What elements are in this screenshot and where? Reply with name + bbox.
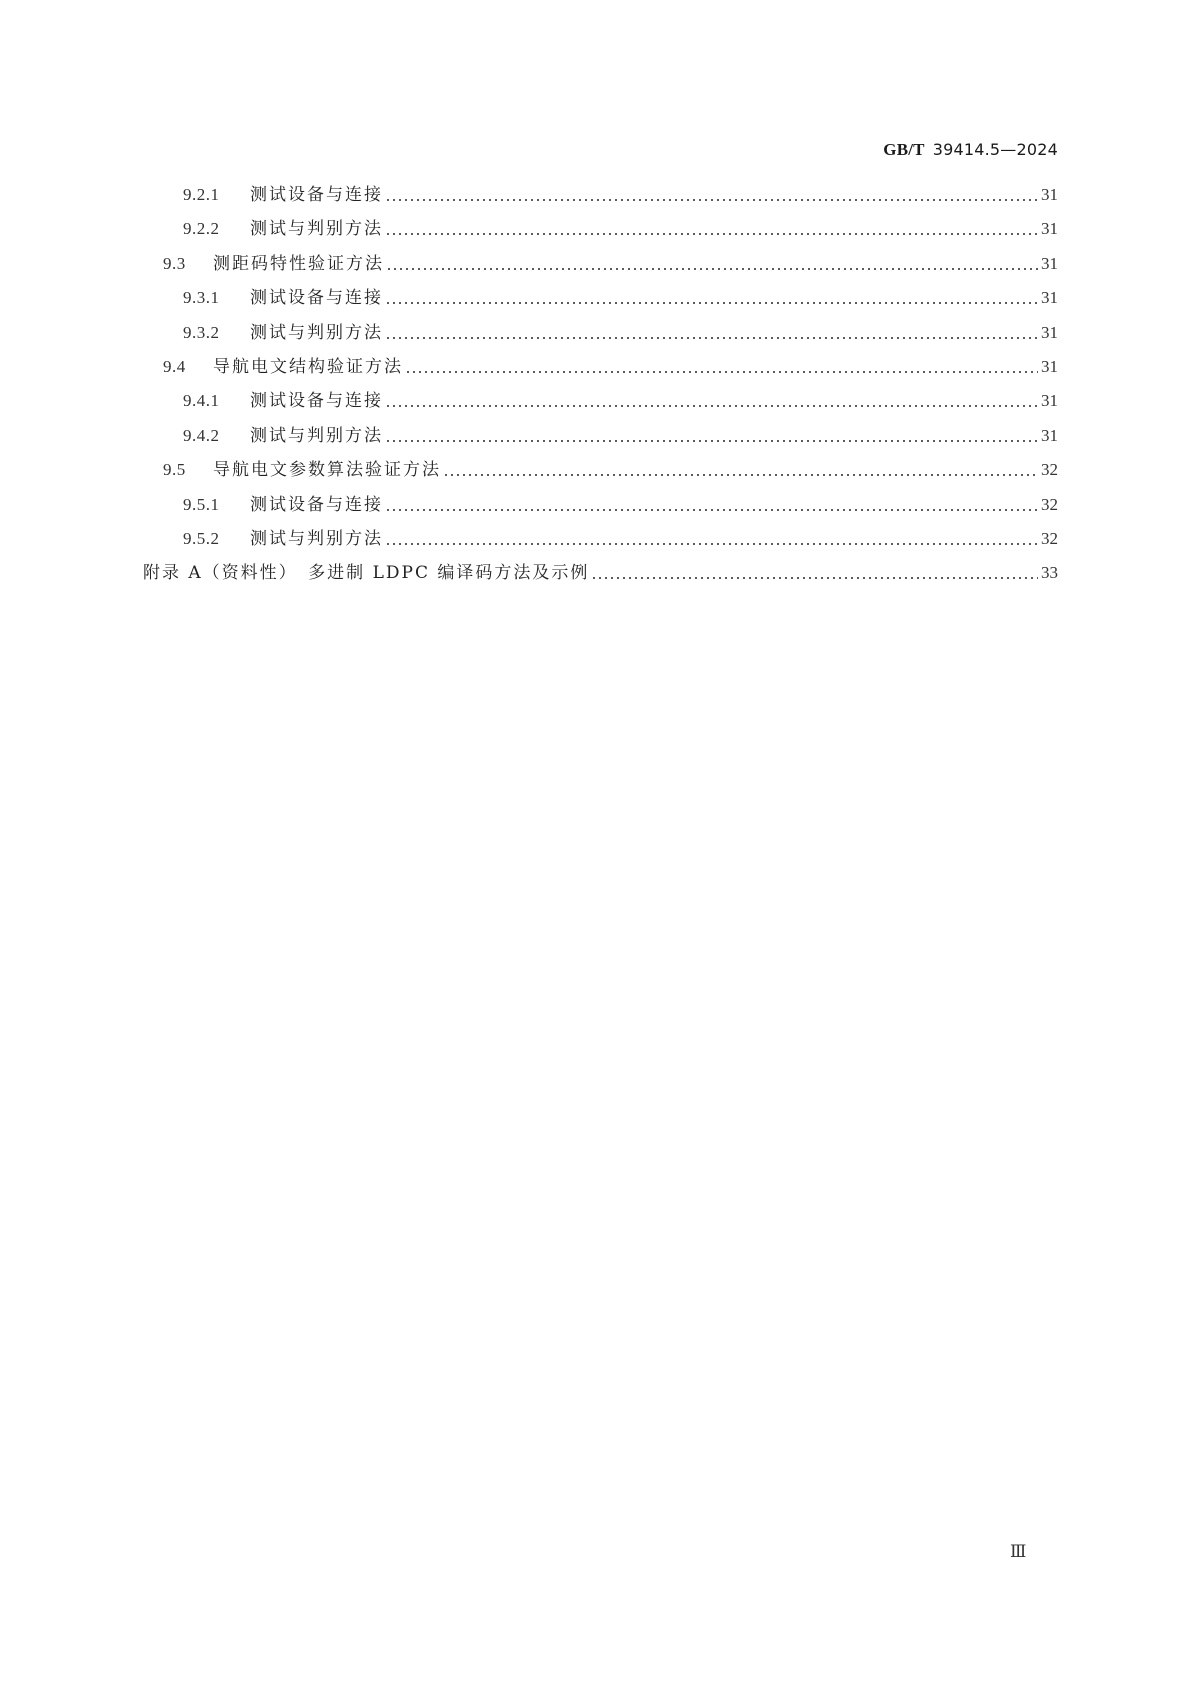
toc-entry-number: 9.2.1 [183,185,220,204]
page-number: Ⅲ [1010,1542,1027,1561]
toc-entry[interactable] [183,421,1058,447]
toc-entry[interactable] [183,524,1058,550]
standard-prefix: GB/T [883,140,925,159]
toc-entry-title: 测试设备与连接 [250,288,383,309]
toc-dot-leader [385,218,1038,240]
toc-entry-page: 31 [1041,253,1058,273]
toc-entry-title: 测试设备与连接 [250,391,383,412]
toc-entry-page: 31 [1041,219,1058,239]
toc-entry-title: 测试与判别方法 [250,425,383,446]
toc-dot-leader [385,322,1038,344]
toc-entry-page: 31 [1041,288,1058,308]
toc-entry-number: 9.3.1 [183,288,220,308]
toc-entry[interactable] [183,180,1058,206]
toc-entry[interactable] [183,214,1058,240]
toc-dot-leader [386,253,1038,275]
toc-dot-leader [385,425,1038,447]
toc-entry-title: 导航电文参数算法验证方法 [213,460,441,481]
toc-entry-page: 32 [1041,494,1058,514]
toc-entry-number: 9.5.1 [183,494,220,514]
toc-entry-title: 附录 A（资料性） 多进制 LDPC 编译码方法及示例 [143,563,590,584]
toc-entry[interactable] [143,558,1058,584]
toc-entry-number: 9.5 [163,460,186,480]
toc-entry-number: 9.4.1 [183,391,220,411]
toc-entry-page: 31 [1041,322,1058,342]
toc-entry-title: 测试设备与连接 [250,185,383,205]
toc-entry-title: 测试与判别方法 [250,529,383,549]
toc-entry[interactable] [183,283,1058,309]
toc-dot-leader [385,494,1038,516]
standard-number: 39414.5—2024 [932,140,1058,159]
toc-dot-leader [385,390,1038,412]
toc-entry-page: 32 [1041,460,1058,480]
toc-entry-title: 测试设备与连接 [250,494,383,515]
standard-header [883,140,1058,160]
toc-entry-page: 31 [1041,391,1058,411]
toc-entry-title: 测试与判别方法 [250,322,383,343]
toc-entry[interactable] [163,455,1058,481]
toc-dot-leader [591,562,1038,584]
toc-entry-page: 31 [1041,185,1058,204]
toc-entry-title: 测距码特性验证方法 [213,253,384,274]
toc-entry-number: 9.2.2 [183,219,220,239]
toc-entry-page: 32 [1041,529,1058,548]
toc-entry[interactable] [163,249,1058,275]
toc-entry[interactable] [163,352,1058,378]
toc-dot-leader [405,356,1038,378]
toc-dot-leader [385,184,1038,206]
toc-entry[interactable] [183,386,1058,412]
toc-dot-leader [385,287,1038,309]
toc-entry-number: 9.4.2 [183,425,220,445]
toc-dot-leader [385,528,1038,550]
toc-dot-leader [443,459,1038,481]
toc-entry[interactable] [183,318,1058,344]
toc-entry[interactable] [183,490,1058,516]
toc-entry-number: 9.5.2 [183,529,220,548]
toc-entry-page: 33 [1041,563,1058,583]
toc-entry-number: 9.4 [163,357,186,376]
toc-entry-title: 导航电文结构验证方法 [213,357,403,377]
toc-entry-page: 31 [1041,425,1058,445]
toc-entry-number: 9.3 [163,253,186,273]
toc-entry-title: 测试与判别方法 [250,219,383,240]
toc-entry-number: 9.3.2 [183,322,220,342]
toc-entry-page: 31 [1041,357,1058,376]
